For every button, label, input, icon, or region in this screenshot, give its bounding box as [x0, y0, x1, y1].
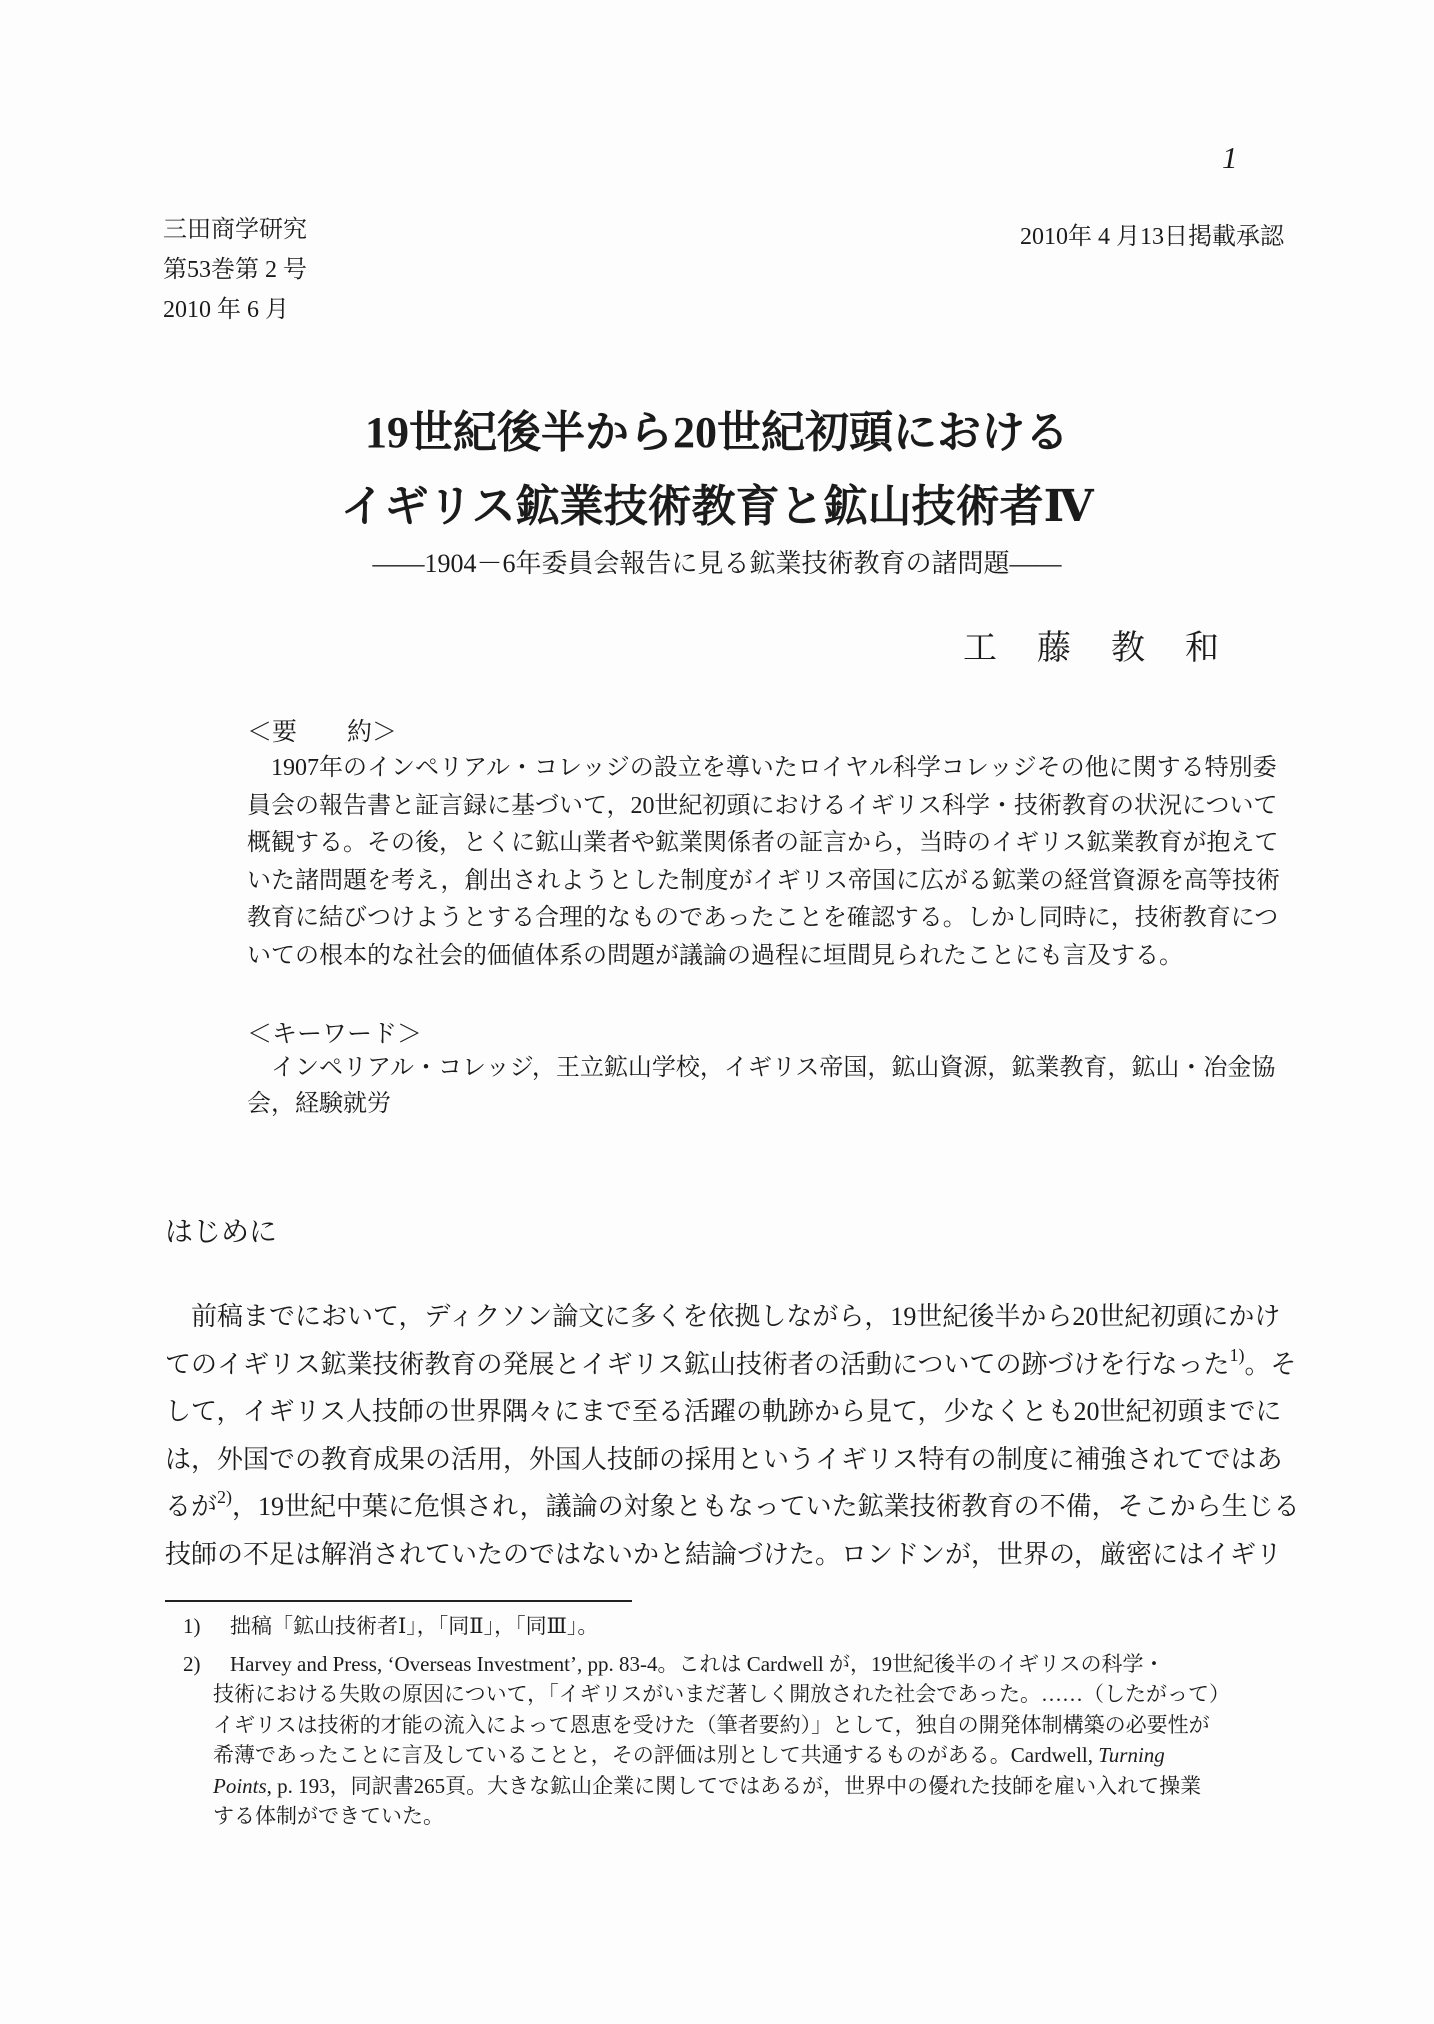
body-paragraph [165, 1293, 1300, 1578]
keywords-line: インペリアル・コレッジ，王立鉱山学校，イギリス帝国，鉱山資源，鉱業教育，鉱山・冶金協 [247, 1055, 1276, 1081]
paper-title-line1: 19世紀後半から20世紀初頭における [365, 408, 1069, 457]
keywords-heading: ＜キーワード＞ [247, 1021, 423, 1048]
footnote-separator [165, 1600, 632, 1602]
footnote-ref-1: 1) [1229, 1344, 1245, 1365]
book-title-italic: Turning [1098, 1743, 1165, 1767]
footnote-line-text: 希薄であったことに言及していることと，その評価は別として共通するものがある。Cardwell, [213, 1743, 1099, 1767]
footnotes [183, 1611, 1230, 1832]
footnote-number: 2) [183, 1651, 201, 1676]
footnote-line: イギリスは技術的才能の流入によって恩恵を受けた（筆者要約）」として，独自の開発体制構築の必要性が [213, 1712, 1210, 1737]
keywords-text [247, 1050, 1275, 1122]
footnote-number: 1) [183, 1614, 201, 1638]
paper-title-line2: イギリス鉱業技術教育と鉱山技術者Ⅳ [340, 482, 1094, 531]
footnote-line: Harvey and Press, ‘Overseas Investment’, pp. 83-4。これは Cardwell が，19世紀後半のイギリスの科学・ [230, 1651, 1165, 1676]
body-line [165, 1341, 1300, 1389]
journal-date: 2010 年 6 月 [163, 297, 289, 323]
body-line: は，外国での教育成果の活用，外国人技師の採用というイギリス特有の制度に補強されてではあ [165, 1444, 1283, 1474]
abstract-line: 1907年のインペリアル・コレッジの設立を導いたロイヤル科学コレッジその他に関する特別委 [247, 755, 1277, 781]
body-line-text: てのイギリス鉱業技術教育の発展とイギリス鉱山技術者の活動についての跡づけを行なった [165, 1349, 1230, 1379]
abstract-heading: ＜要 約＞ [247, 719, 398, 746]
journal-name: 三田商学研究 [163, 217, 307, 243]
abstract-line: いた諸問題を考え，創出されようとした制度がイギリス帝国に広がる鉱業の経営資源を高等技術 [247, 867, 1280, 894]
paper-subtitle: ——1904－6年委員会報告に見る鉱業技術教育の諸問題—— [372, 549, 1062, 578]
journal-volume: 第53巻第 2 号 [163, 257, 307, 283]
approval-note: 2010年 4 月13日掲載承認 [1020, 224, 1284, 250]
book-title-italic: Points [213, 1773, 267, 1798]
section-heading: はじめに [165, 1217, 278, 1248]
body-line: して，イギリス人技師の世界隅々にまで至る活躍の軌跡から見て，少なくとも20世紀初頭までに [165, 1397, 1282, 1426]
footnote-line [213, 1740, 1230, 1771]
footnote-item-2 [183, 1649, 1230, 1832]
body-line-text: ，19世紀中葉に危惧され，議論の対象ともなっていた鉱業技術教育の不備，そこから生じる [232, 1492, 1300, 1521]
author-name: 工 藤 教 和 [963, 630, 1222, 667]
body-line: 前稿までにおいて，ディクソン論文に多くを依拠しながら，19世紀後半から20世紀初頭にかけ [165, 1302, 1281, 1331]
footnote-line: する体制ができていた。 [213, 1804, 444, 1828]
journal-info [163, 210, 307, 330]
abstract-line: 概観する。その後，とくに鉱山業者や鉱業関係者の証言から，当時のイギリス鉱業教育が抱えて [247, 830, 1279, 856]
footnote-line [213, 1771, 1230, 1802]
footnote-line: 技術における失敗の原因について，「イギリスがいまだ著しく開放された社会であった。……（したがって） [213, 1682, 1231, 1706]
abstract-line: いての根本的な社会的価値体系の問題が議論の過程に垣間見られたことにも言及する。 [247, 942, 1183, 969]
page-number: 1 [1222, 140, 1238, 175]
abstract-line: 教育に結びつけようとする合理的なものであったことを確認する。しかし同時に，技術教育につ [247, 905, 1279, 931]
body-line: 技師の不足は解消されていたのではないかと結論づけた。ロンドンが，世界の，厳密にはイギリ [165, 1539, 1282, 1569]
body-line-text: るが [165, 1492, 218, 1521]
abstract-line: 員会の報告書と証言録に基づいて，20世紀初頭におけるイギリス科学・技術教育の状況について [247, 792, 1278, 819]
body-line-text: 。そ [1244, 1349, 1297, 1379]
body-line [165, 1483, 1300, 1531]
footnote-ref-2: 2) [217, 1487, 233, 1507]
footnote-item-1 [183, 1611, 1230, 1642]
keywords-line: 会，経験就労 [247, 1091, 391, 1117]
abstract-text [247, 750, 1280, 975]
footnote-line: 拙稿「鉱山技術者Ⅰ」，「同Ⅱ」，「同Ⅲ」。 [230, 1614, 599, 1638]
footnote-line-text: , p. 193，同訳書265頁。大きな鉱山企業に関してではあるが，世界中の優れた技師を雇い入れて操業 [266, 1773, 1202, 1798]
